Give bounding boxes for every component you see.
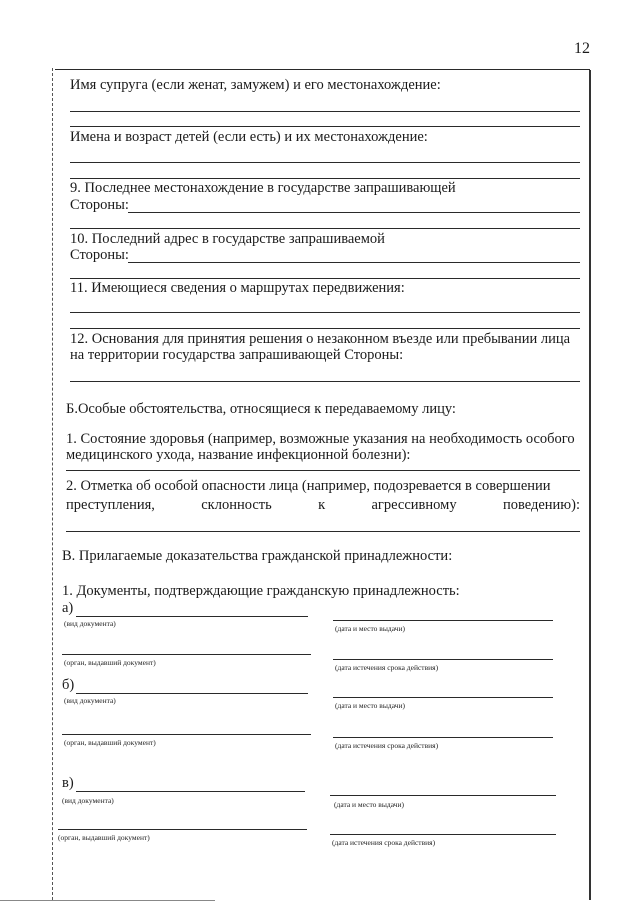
doc-a-type-line[interactable] (76, 616, 308, 617)
doc-a-expiry-line[interactable] (333, 659, 553, 660)
b2-word-2: склонность (201, 497, 272, 513)
item12-label-line1: 12. Основания для принятия решения о незаконном въезде или пребывании лица (70, 331, 571, 347)
doc-c-type-caption: (вид документа) (62, 796, 114, 805)
doc-b-expiry-line[interactable] (333, 737, 553, 738)
section-b-heading: Б.Особые обстоятельства, относящиеся к передаваемому лицу: (66, 401, 456, 417)
item12-label-line2: на территории государства запрашивающей Стороны: (70, 347, 404, 363)
doc-a-issuer-line[interactable] (62, 654, 311, 655)
spouse-label: Имя супруга (если женат, замужем) и его местонахождение: (70, 77, 441, 93)
b2-word-1: преступления, (66, 497, 155, 513)
doc-a-marker: а) (62, 600, 74, 616)
b2-word-4: агрессивному (371, 497, 457, 513)
frame-left-border (52, 68, 53, 900)
v1-label: 1. Документы, подтверждающие гражданскую принадлежность: (62, 583, 460, 599)
item11-line-1[interactable] (70, 312, 580, 313)
spouse-line-2[interactable] (70, 126, 580, 127)
item11-line-2[interactable] (70, 328, 580, 329)
frame-right-border (589, 70, 591, 900)
doc-a-type-caption: (вид документа) (64, 619, 116, 628)
doc-b-type-line[interactable] (76, 693, 308, 694)
doc-c-issuer-line[interactable] (58, 829, 307, 830)
doc-c-marker: в) (62, 775, 74, 791)
doc-a-issuer-caption: (орган, выдавший документ) (64, 658, 156, 667)
b1-label-line1: 1. Состояние здоровья (например, возможные указания на необходимость особого (66, 431, 575, 447)
doc-b-marker: б) (62, 677, 75, 693)
doc-c-issuer-caption: (орган, выдавший документ) (58, 833, 150, 842)
doc-c-type-line[interactable] (76, 791, 305, 792)
scan-bottom-edge (0, 900, 215, 901)
doc-b-expiry-caption: (дата истечения срока действия) (335, 741, 439, 750)
b2-label-line2 (66, 497, 580, 514)
item9-line-2[interactable] (70, 228, 580, 229)
doc-a-expiry-caption: (дата истечения срока действия) (335, 663, 439, 672)
item10-label-line2: Стороны: (70, 247, 129, 263)
frame-top-border (55, 69, 590, 70)
page-number: 12 (574, 40, 590, 57)
doc-c-expiry-caption: (дата истечения срока действия) (332, 838, 436, 847)
item10-line-2[interactable] (70, 278, 580, 279)
b2-line-1[interactable] (66, 531, 580, 532)
doc-c-issue-line[interactable] (330, 795, 556, 796)
doc-c-expiry-line[interactable] (330, 834, 556, 835)
doc-a-issue-line[interactable] (333, 620, 553, 621)
doc-b-type-caption: (вид документа) (64, 696, 116, 705)
item10-label-line1: 10. Последний адрес в государстве запрашиваемой (70, 231, 385, 247)
b1-label-line2: медицинского ухода, название инфекционной болезни): (66, 447, 411, 463)
b1-line-1[interactable] (66, 470, 580, 471)
doc-b-issue-line[interactable] (333, 697, 553, 698)
item9-label-line2: Стороны: (70, 197, 129, 213)
b2-word-3: к (318, 497, 326, 513)
children-line-1[interactable] (70, 162, 580, 163)
doc-c-issue-caption: (дата и место выдачи) (334, 800, 405, 809)
item12-line-1[interactable] (70, 381, 580, 382)
children-line-2[interactable] (70, 178, 580, 179)
item9-line-1[interactable] (128, 212, 580, 213)
doc-b-issuer-line[interactable] (62, 734, 311, 735)
doc-a-issue-caption: (дата и место выдачи) (335, 624, 406, 633)
b2-label-line1: 2. Отметка об особой опасности лица (например, подозревается в совершении (66, 478, 551, 494)
doc-b-issue-caption: (дата и место выдачи) (335, 701, 406, 710)
item11-label: 11. Имеющиеся сведения о маршрутах передвижения: (70, 280, 405, 296)
doc-b-issuer-caption: (орган, выдавший документ) (64, 738, 156, 747)
section-v-heading: В. Прилагаемые доказательства гражданской принадлежности: (62, 548, 453, 564)
item9-label-line1: 9. Последнее местонахождение в государстве запрашивающей (70, 180, 456, 196)
children-label: Имена и возраст детей (если есть) и их местонахождение: (70, 129, 428, 145)
item10-line-1[interactable] (128, 262, 580, 263)
spouse-line-1[interactable] (70, 111, 580, 112)
b2-word-5: поведению): (502, 497, 580, 513)
